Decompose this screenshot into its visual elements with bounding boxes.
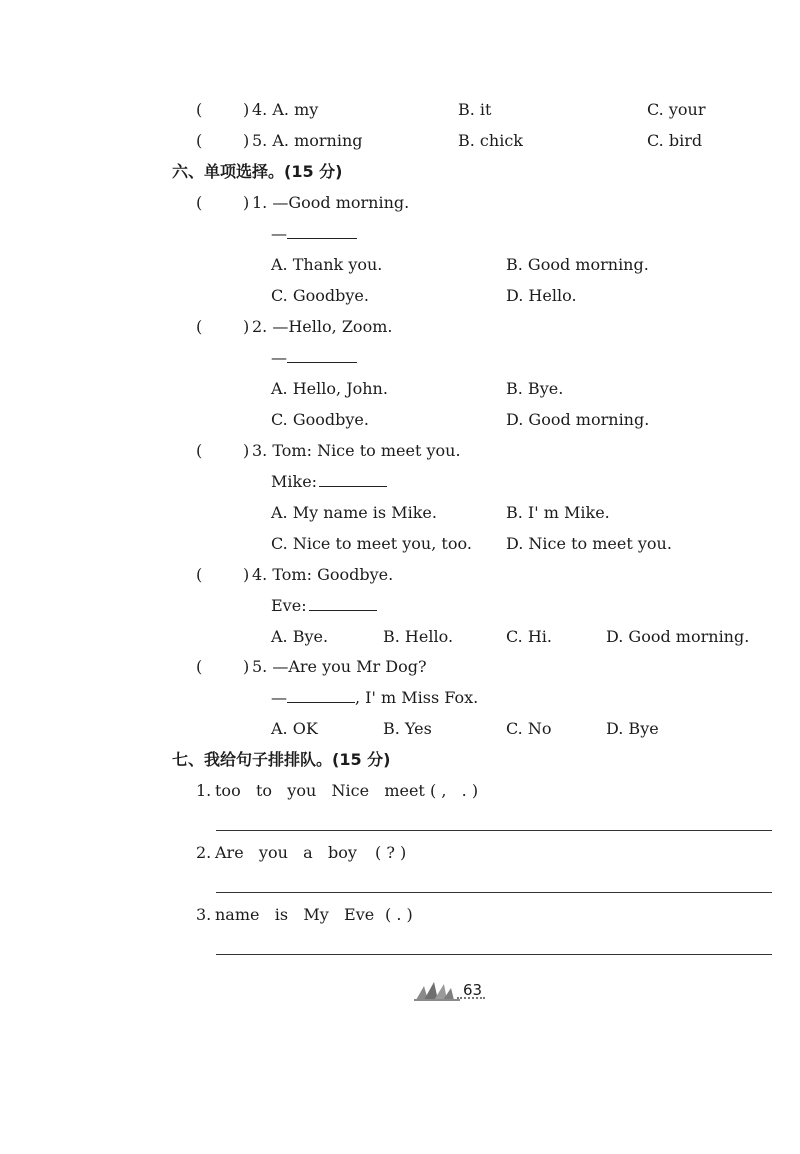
q6-1-option-c: C. Goodbye. <box>271 286 369 305</box>
q6-2-option-c: C. Goodbye. <box>271 410 369 429</box>
q6-3-option-a: A. My name is Mike. <box>271 503 437 522</box>
q6-3-stem: 3. Tom: Nice to meet you. <box>252 441 461 460</box>
q6-3-response: Mike: <box>271 472 387 492</box>
fill-blank[interactable] <box>319 472 387 487</box>
q5-4-option-c: C. your <box>647 100 706 119</box>
answer-paren-close: ) <box>243 193 250 212</box>
q6-3-option-b: B. I' m Mike. <box>506 503 610 522</box>
q5-5-option-b: B. chick <box>458 131 523 150</box>
answer-paren-close: ) <box>243 441 250 460</box>
q6-4-option-a: A. Bye. <box>271 627 329 646</box>
answer-paren-close: ) <box>243 131 250 150</box>
q6-5-option-a: A. OK <box>271 719 318 738</box>
q6-1-option-a: A. Thank you. <box>271 255 383 274</box>
answer-paren-close: ) <box>243 100 250 119</box>
reorder-item-words: Are you a boy <box>215 843 357 862</box>
answer-line[interactable] <box>216 892 772 893</box>
fill-blank[interactable] <box>287 348 357 363</box>
answer-line[interactable] <box>216 830 772 831</box>
reorder-item-words: name is My Eve <box>215 905 375 924</box>
section7-heading: 七、我给句子排排队。(15 分) <box>172 750 391 769</box>
answer-paren-open: ( <box>196 131 203 150</box>
q6-2-option-b: B. Bye. <box>506 379 564 398</box>
answer-paren-open: ( <box>196 100 203 119</box>
q6-4-option-b: B. Hello. <box>383 627 454 646</box>
reorder-item-punct: ( , . ) <box>430 781 479 800</box>
q6-5-option-d: D. Bye <box>606 719 659 738</box>
q6-2-option-d: D. Good morning. <box>506 410 650 429</box>
reorder-item-punct: ( . ) <box>385 905 413 924</box>
q5-4-option-a: 4. A. my <box>252 100 319 119</box>
section6-heading: 六、单项选择。(15 分) <box>172 162 343 181</box>
answer-paren-close: ) <box>243 317 250 336</box>
q6-4-stem: 4. Tom: Goodbye. <box>252 565 394 584</box>
page-number-dots <box>457 997 485 999</box>
q6-4-option-d: D. Good morning. <box>606 627 750 646</box>
q6-5-option-c: C. No <box>506 719 552 738</box>
q6-5-stem: 5. —Are you Mr Dog? <box>252 657 427 676</box>
answer-paren-close: ) <box>243 565 250 584</box>
page-number: 63 <box>463 981 483 999</box>
q6-3-option-d: D. Nice to meet you. <box>506 534 672 553</box>
reorder-item-words: too to you Nice meet <box>215 781 425 800</box>
q6-5-response: — , I' m Miss Fox. <box>271 688 479 707</box>
q6-1-option-b: B. Good morning. <box>506 255 649 274</box>
q5-5-option-a: 5. A. morning <box>252 131 363 150</box>
reorder-item-number: 3. <box>196 905 212 924</box>
q5-4-option-b: B. it <box>458 100 492 119</box>
q6-5-option-b: B. Yes <box>383 719 432 738</box>
q6-1-stem: 1. —Good morning. <box>252 193 410 212</box>
q6-2-response: — <box>271 348 357 368</box>
answer-paren-open: ( <box>196 317 203 336</box>
answer-paren-close: ) <box>243 657 250 676</box>
q6-2-option-a: A. Hello, John. <box>271 379 388 398</box>
sydney-opera-house-icon <box>414 978 462 1002</box>
answer-paren-open: ( <box>196 657 203 676</box>
q6-1-response: — <box>271 224 357 244</box>
answer-paren-open: ( <box>196 441 203 460</box>
q6-4-option-c: C. Hi. <box>506 627 552 646</box>
answer-paren-open: ( <box>196 193 203 212</box>
q6-2-stem: 2. —Hello, Zoom. <box>252 317 393 336</box>
q6-4-response: Eve: <box>271 596 377 616</box>
reorder-item-number: 1. <box>196 781 212 800</box>
fill-blank[interactable] <box>287 688 355 703</box>
fill-blank[interactable] <box>309 596 377 611</box>
q5-5-option-c: C. bird <box>647 131 703 150</box>
q6-3-option-c: C. Nice to meet you, too. <box>271 534 472 553</box>
reorder-item-number: 2. <box>196 843 212 862</box>
q6-1-option-d: D. Hello. <box>506 286 577 305</box>
reorder-item-punct: ( ? ) <box>375 843 407 862</box>
answer-paren-open: ( <box>196 565 203 584</box>
fill-blank[interactable] <box>287 224 357 239</box>
answer-line[interactable] <box>216 954 772 955</box>
